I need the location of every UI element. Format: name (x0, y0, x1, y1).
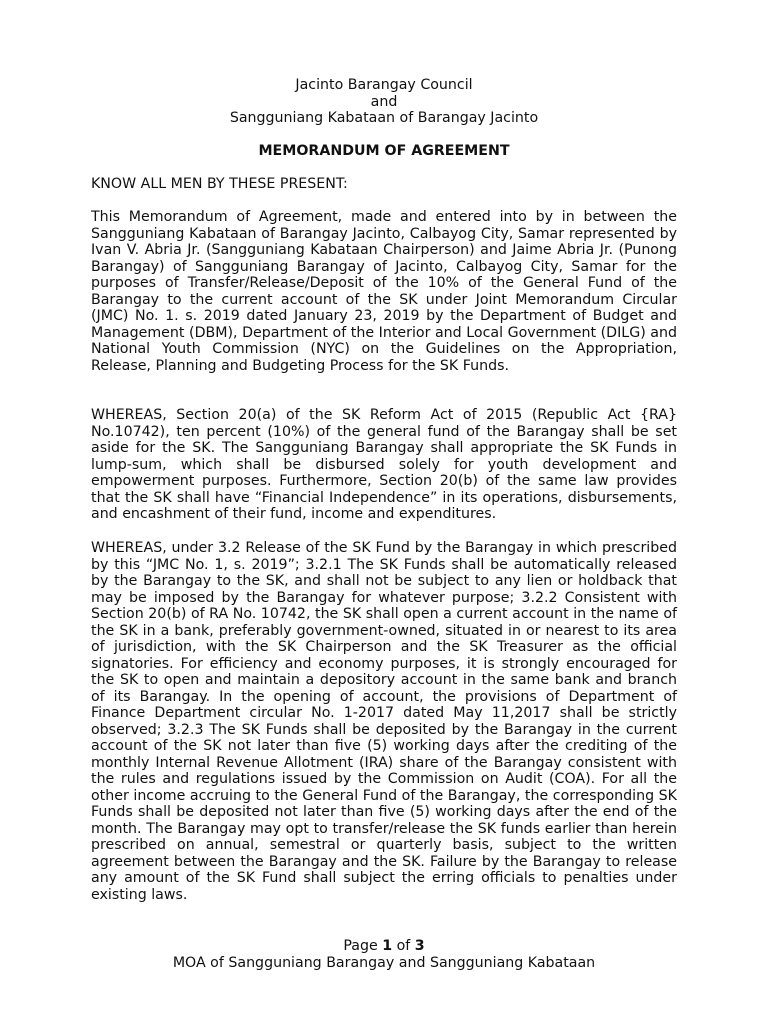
document-title: MEMORANDUM OF AGREEMENT (258, 143, 510, 159)
paragraph-whereas-2: WHEREAS, under 3.2 Release of the SK Fund by the Barangay in which prescribed by this “JMC No. 1, s. 2019”; 3.2.1 The SK Funds shall be automatically released by the Barangay to the SK, and shall not be subject to any lien or holdback that may be imposed by the Barangay for whatever purpose; 3.2.2 Consistent with Section 20(b) of RA No. 10742, the SK shall open a current account in the name of the SK in a bank, preferably government-owned, situated in or nearest to its area of jurisdiction, with the SK Chairperson and the SK Treasurer as the official signatories. For efficiency and economy purposes, it is strongly encouraged for the SK to open and maintain a depository account in the same bank and branch of its Barangay. In the opening of account, the provisions of Department of Finance Department circular No. 1-2017 dated May 11,2017 shall be strictly observed; 3.2.3 The SK Funds shall be deposited by the Barangay in the current account of the SK not later than five (5) working days after the crediting of the monthly Internal Revenue Allotment (IRA) share of the Barangay consistent with the rules and regulations issued by the Commission on Audit (COA). For all the other income accruing to the General Fund of the Barangay, the corresponding SK Funds shall be deposited not later than five (5) working days after the end of the month. The Barangay may opt to transfer/release the SK funds earlier than herein prescribed on annual, semestral or quarterly basis, subject to the written agreement between the Barangay and the SK. Failure by the Barangay to release any amount of the SK Fund shall subject the erring officials to penalties under existing laws. (91, 540, 677, 903)
paragraph-whereas-1: WHEREAS, Section 20(a) of the SK Reform Act of 2015 (Republic Act {RA} No.10742), ten percent (10%) of the general fund of the Barangay shall be set aside for the SK. The Sangguniang Barangay shall appropriate the SK Funds in lump-sum, which shall be disbursed solely for youth development and empowerment purposes. Furthermore, Section 20(b) of the same law provides that the SK shall have “Financial Independence” in its operations, disbursements, and encashment of their fund, income and expenditures. (91, 407, 677, 522)
page-footer (0, 938, 768, 971)
paragraph-preamble: This Memorandum of Agreement, made and entered into by in between the Sangguniang Kabataan of Barangay Jacinto, Calbayog City, Samar represented by Ivan V. Abria Jr. (Sangguniang Kabataan Chairperson) and Jaime Abria Jr. (Punong Barangay) of Sangguniang Barangay of Jacinto, Calbayog City, Samar for the purposes of Transfer/Release/Deposit of the 10% of the General Fund of the Barangay to the current account of the SK under Joint Memorandum Circular (JMC) No. 1. s. 2019 dated January 23, 2019 by the Department of Budget and Management (DBM), Department of the Interior and Local Government (DILG) and National Youth Commission (NYC) on the Guidelines on the Appropriation, Release, Planning and Budgeting Process for the SK Funds. (91, 209, 677, 374)
document-header (0, 77, 768, 127)
header-conjunction: and (370, 93, 398, 110)
footer-caption: MOA of Sangguniang Barangay and Sangguniang Kabataan (172, 954, 596, 971)
page-number (0, 938, 768, 955)
page-total: 3 (414, 938, 425, 954)
salutation: KNOW ALL MEN BY THESE PRESENT: (91, 176, 348, 192)
page-current: 1 (382, 938, 393, 954)
page-of: of (396, 938, 411, 954)
header-sk-name: Sangguniang Kabataan of Barangay Jacinto (229, 110, 539, 126)
header-council-name: Jacinto Barangay Council (295, 77, 473, 93)
page-prefix: Page (343, 938, 378, 954)
